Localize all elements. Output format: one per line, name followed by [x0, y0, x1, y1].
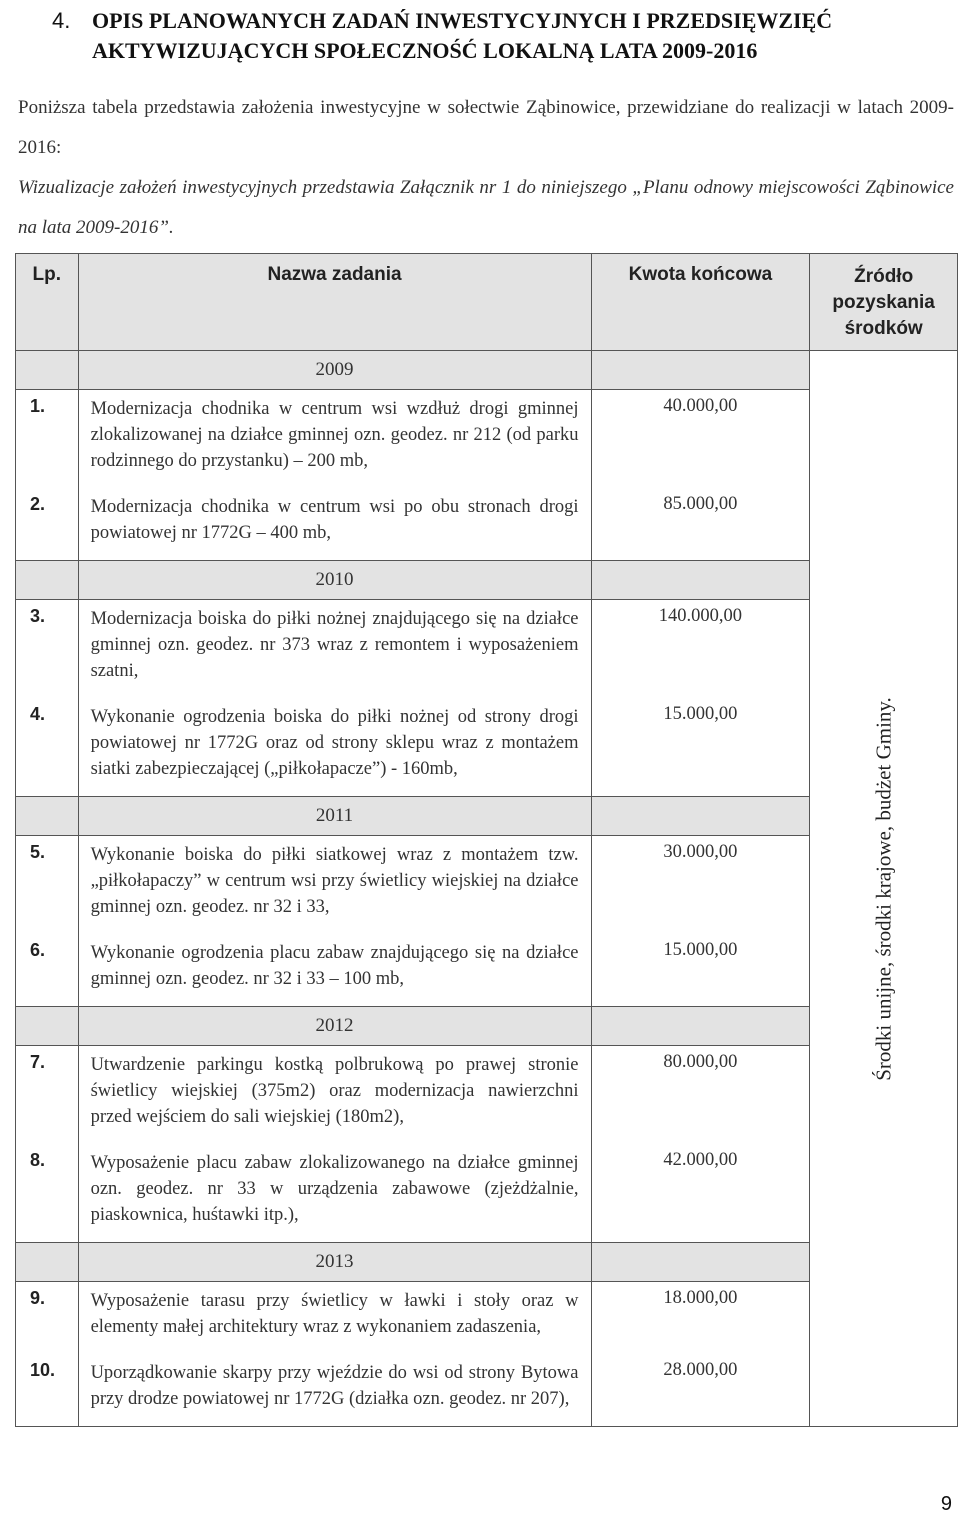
investment-table [15, 253, 958, 1427]
row-lp: 3. [16, 600, 79, 699]
year-label: 2009 [78, 351, 591, 390]
row-lp: 10. [16, 1354, 79, 1427]
row-lp: 5. [16, 836, 79, 935]
year-label: 2013 [78, 1243, 591, 1282]
row-name: Wykonanie boiska do piłki siatkowej wraz z montażem tzw. „piłkołapaczy” w centrum wsi przy świetlicy wiejskiej na działce gminnej ozn. geodez. nr 32 i 33, [78, 836, 591, 935]
funding-source-cell [810, 351, 958, 1427]
row-amount: 18.000,00 [591, 1282, 810, 1355]
row-amount: 28.000,00 [591, 1354, 810, 1427]
row-amount: 40.000,00 [591, 390, 810, 489]
row-name: Wykonanie ogrodzenia placu zabaw znajdującego się na działce gminnej ozn. geodez. nr 32 i 33 – 100 mb, [78, 934, 591, 1007]
header-name: Nazwa zadania [78, 254, 591, 351]
row-name: Wykonanie ogrodzenia boiska do piłki nożnej od strony drogi powiatowej nr 1772G oraz od strony sklepu wraz z montażem siatki zabezpieczającej („piłkołapacze”) - 160mb, [78, 698, 591, 797]
year-label: 2012 [78, 1007, 591, 1046]
page-number: 9 [940, 1493, 952, 1515]
row-name: Modernizacja chodnika w centrum wsi wzdłuż drogi gminnej zlokalizowanej na działce gminnej ozn. geodez. nr 212 (od parku rodzinnego do przystanku) – 200 mb, [78, 390, 591, 489]
row-lp: 9. [16, 1282, 79, 1355]
row-amount: 15.000,00 [591, 934, 810, 1007]
funding-source-text: Środki unijne, środki krajowe, budżet Gminy. [871, 696, 896, 1081]
row-name: Modernizacja chodnika w centrum wsi po obu stronach drogi powiatowej nr 1772G – 400 mb, [78, 488, 591, 561]
row-lp: 7. [16, 1046, 79, 1145]
table-header-row [16, 254, 958, 351]
row-name: Uporządkowanie skarpy przy wjeździe do wsi od strony Bytowa przy drodze powiatowej nr 1772G (działka ozn. geodez. nr 207), [78, 1354, 591, 1427]
intro-text [18, 88, 954, 248]
row-lp: 1. [16, 390, 79, 489]
year-row [16, 351, 958, 390]
year-label: 2011 [78, 797, 591, 836]
row-amount: 42.000,00 [591, 1144, 810, 1243]
header-amount: Kwota końcowa [591, 254, 810, 351]
intro-italic-note: Wizualizacje założeń inwestycyjnych przedstawia Załącznik nr 1 do niniejszego „Planu odnowy miejscowości Ząbinowice na lata 2009-2016”. [18, 177, 954, 238]
row-amount: 30.000,00 [591, 836, 810, 935]
row-name: Wyposażenie placu zabaw zlokalizowanego na działce gminnej ozn. geodez. nr 33 w urządzenia zabawowe (zjeżdżalnie, piaskownica, huśtawki itp.), [78, 1144, 591, 1243]
row-lp: 6. [16, 934, 79, 1007]
row-amount: 85.000,00 [591, 488, 810, 561]
row-amount: 80.000,00 [591, 1046, 810, 1145]
section-title-line2: AKTYWIZUJĄCYCH SPOŁECZNOŚĆ LOKALNĄ LATA 2009-2016 [92, 38, 758, 63]
row-name: Modernizacja boiska do piłki nożnej znajdującego się na działce gminnej ozn. geodez. nr 373 wraz z remontem i wyposażeniem szatni, [78, 600, 591, 699]
row-name: Wyposażenie tarasu przy świetlicy w ławki i stoły oraz w elementy małej architektury wraz z wykonaniem zadaszenia, [78, 1282, 591, 1355]
year-label: 2010 [78, 561, 591, 600]
section-number: 4. [52, 8, 71, 33]
row-lp: 4. [16, 698, 79, 797]
row-amount: 15.000,00 [591, 698, 810, 797]
row-name: Utwardzenie parkingu kostką polbrukową po prawej stronie świetlicy wiejskiej (375m2) oraz modernizacja nawierzchni przed wejściem do sali wiejskiej (180m2), [78, 1046, 591, 1145]
header-source: Źródło pozyskania środków [810, 254, 958, 351]
section-title-line1: OPIS PLANOWANYCH ZADAŃ INWESTYCYJNYCH I PRZEDSIĘWZIĘĆ [92, 8, 833, 33]
header-lp: Lp. [16, 254, 79, 351]
row-lp: 8. [16, 1144, 79, 1243]
row-lp: 2. [16, 488, 79, 561]
intro-paragraph: Poniższa tabela przedstawia założenia inwestycyjne w sołectwie Ząbinowice, przewidziane do realizacji w latach 2009-2016: [18, 97, 954, 158]
row-amount: 140.000,00 [591, 600, 810, 699]
